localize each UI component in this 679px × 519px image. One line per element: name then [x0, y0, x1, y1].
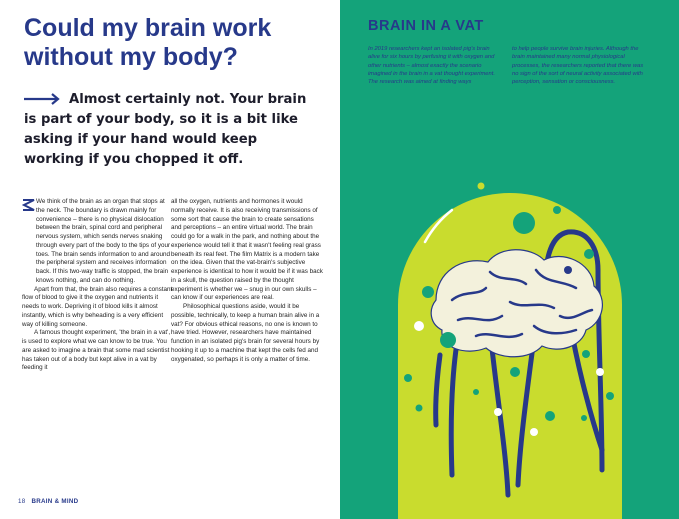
page-number: 18: [18, 498, 26, 505]
right-page: [340, 0, 679, 519]
body-column-2: [171, 198, 323, 364]
body-paragraph: Apart from that, the brain also requires a constant flow of blood to give it the oxygen and nutrients it needs to work. Depriving it of blood kills it almost instantly, which is why beheading is a very efficient way of killing someone.: [22, 285, 173, 328]
body-paragraph: all the oxygen, nutrients and hormones it would normally receive. It is also receiving transmissions of some sort that cause the brain to create sensations and perceptions – an entire virtual world. The brain could go for a walk in the park, and nothing about the experience would tell it that it wasn't feeling real grass beneath its real feet. The film Matrix is a modern take on the idea. Given that the vat-brain's subjective experience is identical to how it would be if it was back in a skull, the question raised by the thought experiment is whether we – snug in our own skulls – can know if our experiences are real.: [171, 198, 323, 302]
sidebar-paragraph: In 2019 researchers kept an isolated pig's brain alive for six hours by perfusing it with oxygen and other nutrients – almost exactly the scenario imagined in the brain in a vat thought experiment. The research was aimed at finding ways: [368, 46, 495, 86]
body-column-1: [22, 198, 174, 373]
zigzag-section-icon: [22, 198, 36, 212]
sidebar-title: BRAIN IN A VAT: [368, 18, 484, 34]
brain-in-vat-illustration: [340, 150, 679, 519]
sidebar-paragraph: to help people survive brain injuries. Although the brain maintained many normal physiological processes, the researchers reported that there was no sign of the sort of neural activity associated with perception, sensation or consciousness.: [512, 46, 644, 86]
section-name: BRAIN & MIND: [31, 498, 79, 505]
arrow-right-icon: [24, 93, 64, 105]
lead-paragraph: [24, 90, 320, 170]
brain-shape: [431, 250, 602, 357]
sidebar-text: [368, 45, 644, 86]
page-title: Could my brain work without my body?: [24, 14, 272, 71]
lead-text: Almost certainly not. Your brain is part of your body, so it is a bit like asking if your hand would keep working if you chopped it off.: [24, 92, 307, 167]
body-paragraph: A famous thought experiment, 'the brain in a vat', is used to explore what we can know to be true. You are asked to imagine a brain that some mad scientist has taken out of a body but kept alive in a vat by feeding it: [22, 329, 171, 372]
body-paragraph: We think of the brain as an organ that stops at the neck. The boundary is drawn mainly for convenience – there is no physical dislocation between the brain, spinal cord and peripheral nervous system, which sends nerves snaking through every part of the body to the tips of your toes. The brain sends information to and around the peripheral system and receives information back. If this two-way traffic is stopped, the brain knows nothing, and can do nothing.: [36, 198, 171, 284]
body-paragraph: Philosophical questions aside, would it be possible, technically, to keep a human brain alive in a vat? For obvious ethical reasons, no one is known to have tried. However, researchers have maintained function in an isolated pig's brain for several hours by hooking it up to a machine that kept the cells fed and oxygenated, so perhaps it is only a matter of time.: [171, 303, 320, 363]
page-footer: [18, 498, 78, 505]
